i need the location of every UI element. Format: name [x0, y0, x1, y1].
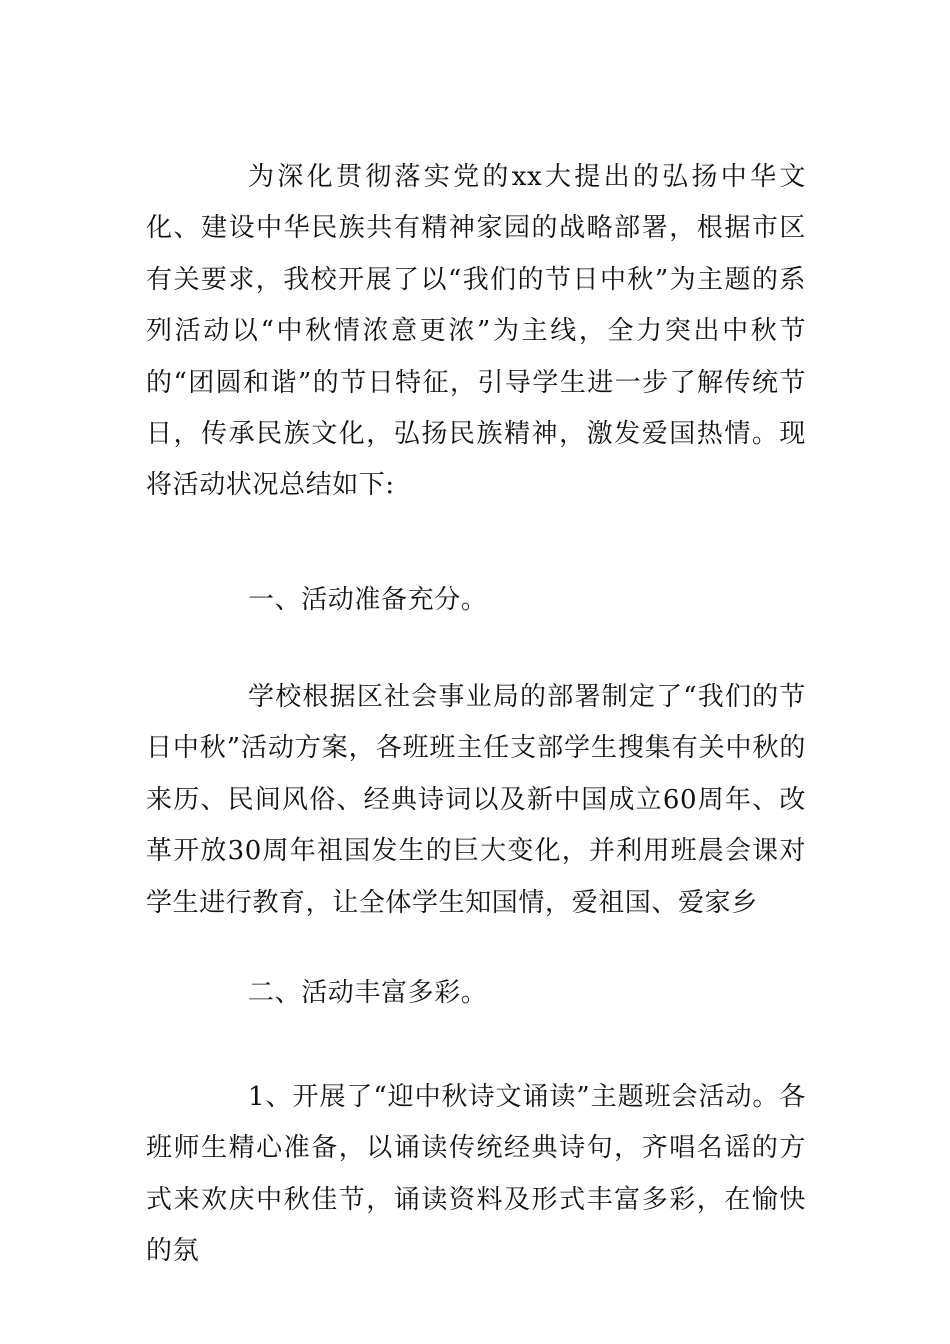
section-2-paragraph: 1、开展了“迎中秋诗文诵读”主题班会活动。各班师生精心准备，以诵读传统经典诗句，齐唱名谣的方式来欢庆中秋佳节，诵读资料及形式丰富多彩，在愉快的氛 [146, 1082, 806, 1267]
document-page [146, 0, 806, 1344]
section-heading-2: 二、活动丰富多彩。 [248, 978, 488, 1008]
section-heading-1: 一、活动准备充分。 [248, 585, 488, 615]
section-1-paragraph: 学校根据区社会事业局的部署制定了“我们的节日中秋”活动方案，各班班主任支部学生搜集有关中秋的来历、民间风俗、经典诗词以及新中国成立60周年、改革开放30周年祖国发生的巨大变化，并利用班晨会课对学生进行教育，让全体学生知国情，爱祖国、爱家乡 [146, 682, 806, 918]
intro-paragraph: 为深化贯彻落实党的xx大提出的弘扬中华文化、建设中华民族共有精神家园的战略部署，根据市区有关要求，我校开展了以“我们的节日中秋”为主题的系列活动以“中秋情浓意更浓”为主线，全力突出中秋节的“团圆和谐”的节日特征，引导学生进一步了解传统节日，传承民族文化，弘扬民族精神，激发爱国热情。现将活动状况总结如下: [146, 162, 806, 501]
